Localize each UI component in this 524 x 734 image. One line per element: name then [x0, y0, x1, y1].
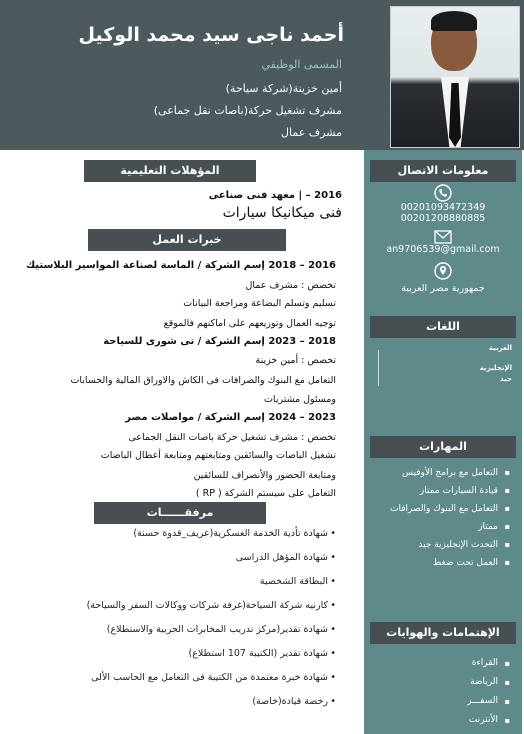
attachment-item: • كارنيه شركة السياحة(غرفة شركات ووكالات السفر والسياحة)	[87, 594, 336, 618]
skill-item: ▪ قيادة السيارات ممتاز	[370, 482, 510, 500]
photo-hair	[431, 11, 477, 31]
language-english-level: جيد	[500, 375, 512, 383]
job-3-title: 2023 – 2024 إسم الشركة / مواصلات مصر	[125, 412, 336, 423]
job-3-line: ومتابعة الحضور والأنصراف للسائقين	[193, 470, 336, 481]
job-title-label: المسمى الوظيفي	[261, 58, 342, 71]
person-name: أحمد ناجى سيد محمد الوكيل	[78, 24, 344, 46]
job-2-line: ومسئول مشتريات	[263, 394, 336, 405]
phone-number-1[interactable]: 00201093472349	[400, 202, 486, 213]
skill-item: ▪ التعامل مع البنوك والصرافات	[370, 500, 510, 518]
job-3-line: التعامل على سيستم الشركة ( RP )	[195, 488, 336, 499]
job-line-2: مشرف تشغيل حركة(باصات نقل جماعى)	[153, 104, 342, 117]
contact-phones	[364, 184, 522, 224]
job-line-3: مشرف عمال	[281, 126, 342, 139]
attachment-item: • رخصة قيادة(خاصة)	[87, 690, 336, 714]
job-2-line: التعامل مع البنوك والصرافات فى الكاش والاوراق المالية والحسابات	[70, 375, 336, 386]
skill-item: ▪ التعامل مع برامج الأوفيس	[370, 464, 510, 482]
attachment-item: • شهادة المؤهل الدراسى	[87, 546, 336, 570]
attachments-list	[87, 522, 336, 714]
job-1-line: تسليم وتسلم البضاعة ومراجعة البيانات	[183, 298, 336, 309]
experience-heading: خبرات العمل	[88, 229, 286, 251]
contact-heading: معلومات الاتصال	[370, 160, 516, 182]
job-2-line: تخصص : أمين خزينة	[255, 355, 336, 366]
attachment-item: • البطاقة الشخصية	[87, 570, 336, 594]
job-line-1: أمين خزينة(شركة سياحة)	[225, 82, 342, 95]
skills-heading: المهارات	[370, 436, 516, 458]
hobby-item: ▪ السفـــر	[390, 692, 510, 711]
hobbies-list	[390, 654, 510, 730]
languages-divider	[378, 350, 379, 386]
attachment-item: • شهادة تقدير(مركز تدريب المخابرات الحربية والاستطلاع)	[87, 618, 336, 642]
hobby-item: ▪ الرياضة	[390, 673, 510, 692]
job-2-title: 2018 – 2023 إسم الشركة / تى شورى للسياحة	[103, 336, 336, 347]
job-1-title: 2016 – 2018 إسم الشركة / الماسة لصناعة المواسير البلاستيك	[25, 260, 336, 271]
contact-location	[364, 262, 522, 294]
skills-list	[370, 464, 510, 572]
hobby-item: ▪ القراءة	[390, 654, 510, 673]
profile-photo	[390, 6, 520, 148]
hobby-item: ▪ الأنترنت	[390, 711, 510, 730]
email-address[interactable]: an9706539@gmail.com	[386, 244, 500, 255]
education-line: 2016 – | معهد فنى صناعى	[208, 190, 342, 201]
attachments-heading: مرفقــــــات	[94, 502, 266, 524]
phone-number-2[interactable]: 00201208880885	[400, 213, 486, 224]
skill-item: ▪ التحدث الإنجليزية جيد	[370, 536, 510, 554]
location-pin-icon	[434, 262, 452, 280]
attachment-item: • شهادة خبرة معتمدة من الكتيبة فى التعامل مع الحاسب الألى	[87, 666, 336, 690]
attachment-item: • شهادة تأدية الخدمة العسكرية(عريف_قدوة حسنة)	[87, 522, 336, 546]
contact-email	[364, 230, 522, 255]
job-3-line: تخصص : مشرف تشغيل حركة باصات النقل الجماعى	[128, 432, 336, 443]
language-english: الإنجليزية	[479, 364, 512, 372]
education-specialty: فنى ميكانيكا سيارات	[222, 205, 342, 221]
hobbies-heading: الإهتمامات والهوايات	[370, 622, 516, 644]
job-3-line: تشغيل الباصات والسائقين ومتابعتهم ومتابعة أعطال الباصات	[100, 450, 336, 461]
languages-heading: اللغات	[370, 316, 516, 338]
job-1-line: تخصص : مشرف عمال	[245, 280, 336, 291]
location-text: جمهورية مصر العربية	[401, 283, 485, 294]
attachment-item: • شهادة تقدير (الكتيبة 107 استطلاع)	[87, 642, 336, 666]
job-1-line: توجيه العمال وتوزيعهم على اماكنهم فالموقع	[163, 318, 336, 329]
skill-item: ▪ العمل تحت ضغط	[370, 554, 510, 572]
language-arabic: العربية	[488, 344, 512, 352]
skill-item: ▪ ممتاز	[370, 518, 510, 536]
education-heading: المؤهلات التعليمية	[84, 160, 256, 182]
envelope-icon	[434, 230, 452, 244]
phone-icon	[434, 184, 452, 202]
